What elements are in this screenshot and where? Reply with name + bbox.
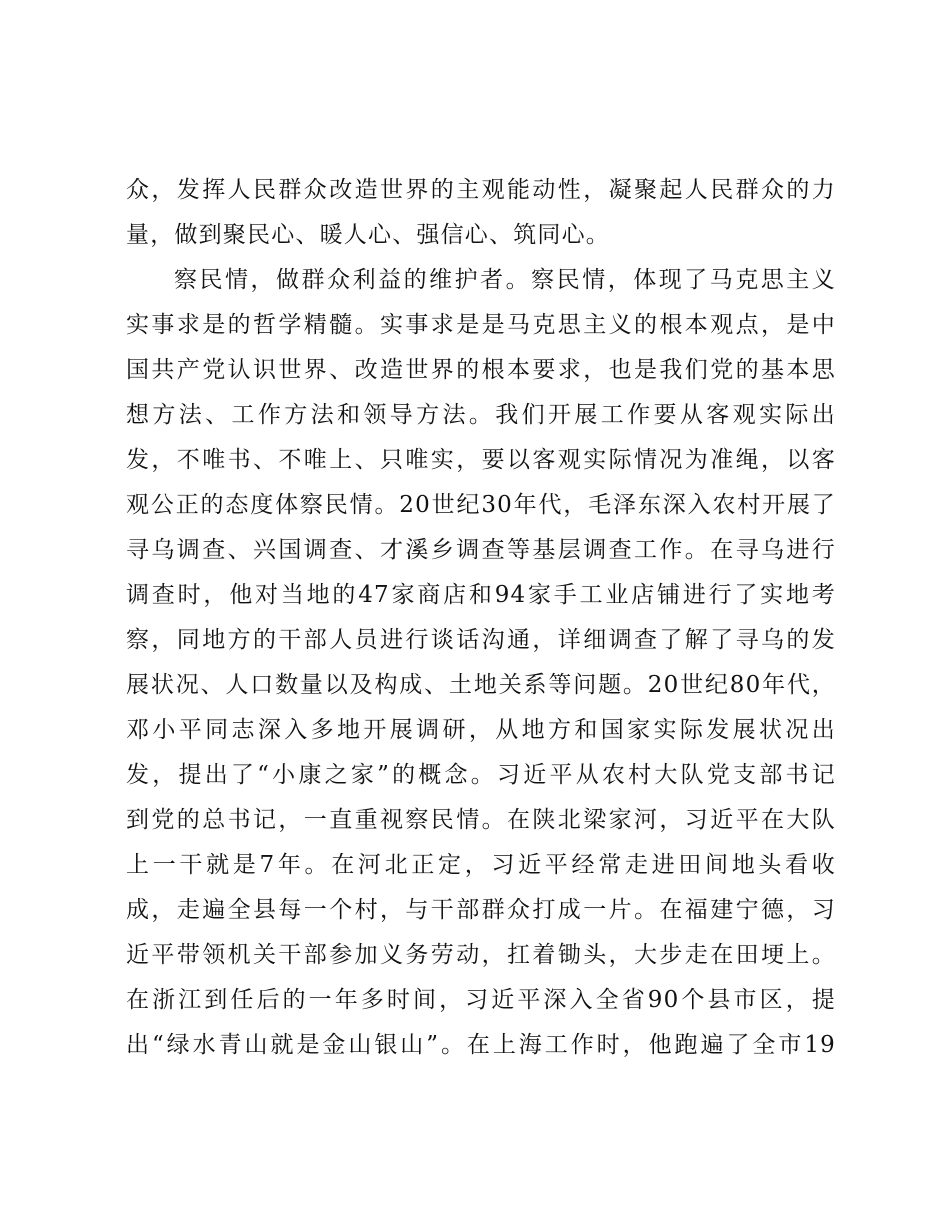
text-line: 察民情，做群众利益的维护者。察民情，体现了马克思主义 bbox=[174, 267, 836, 293]
text-line: 众，发挥人民群众改造世界的主观能动性，凝聚起人民群众的力 bbox=[126, 177, 836, 203]
text-line: 展状况、人口数量以及构成、土地关系等问题。20世纪80年代， bbox=[126, 672, 836, 698]
text-line: 成，走遍全县每一个村，与干部群众打成一片。在福建宁德，习 bbox=[126, 897, 836, 923]
text-line: 调查时，他对当地的47家商店和94家手工业店铺进行了实地考 bbox=[126, 582, 836, 608]
text-line: 邓小平同志深入多地开展调研，从地方和国家实际发展状况出 bbox=[126, 717, 836, 743]
text-line: 到党的总书记，一直重视察民情。在陕北梁家河，习近平在大队 bbox=[126, 807, 836, 833]
text-line: 国共产党认识世界、改造世界的根本要求，也是我们党的基本思 bbox=[126, 357, 836, 383]
text-line: 实事求是的哲学精髓。实事求是是马克思主义的根本观点，是中 bbox=[126, 312, 836, 338]
text-line: 近平带领机关干部参加义务劳动，扛着锄头，大步走在田埂上。 bbox=[126, 942, 836, 968]
text-line: 察，同地方的干部人员进行谈话沟通，详细调查了解了寻乌的发 bbox=[126, 627, 836, 653]
paragraph-2 bbox=[126, 258, 836, 1068]
text-line: 观公正的态度体察民情。20世纪30年代，毛泽东深入农村开展了 bbox=[126, 492, 836, 518]
text-line: 在浙江到任后的一年多时间，习近平深入全省90个县市区，提 bbox=[126, 987, 836, 1013]
text-line: 寻乌调查、兴国调查、才溪乡调查等基层调查工作。在寻乌进行 bbox=[126, 537, 836, 563]
text-line: 发，提出了“小康之家”的概念。习近平从农村大队党支部书记 bbox=[126, 762, 836, 788]
paragraph-1 bbox=[126, 168, 836, 258]
text-line: 发，不唯书、不唯上、只唯实，要以客观实际情况为准绳，以客 bbox=[126, 447, 836, 473]
text-line: 上一干就是7年。在河北正定，习近平经常走进田间地头看收 bbox=[126, 852, 836, 878]
body-text bbox=[126, 168, 836, 1068]
text-line: 想方法、工作方法和领导方法。我们开展工作要从客观实际出 bbox=[126, 402, 836, 428]
text-line: 量，做到聚民心、暖人心、强信心、筑同心。 bbox=[126, 222, 610, 248]
text-line: 出“绿水青山就是金山银山”。在上海工作时，他跑遍了全市19 bbox=[126, 1032, 836, 1058]
